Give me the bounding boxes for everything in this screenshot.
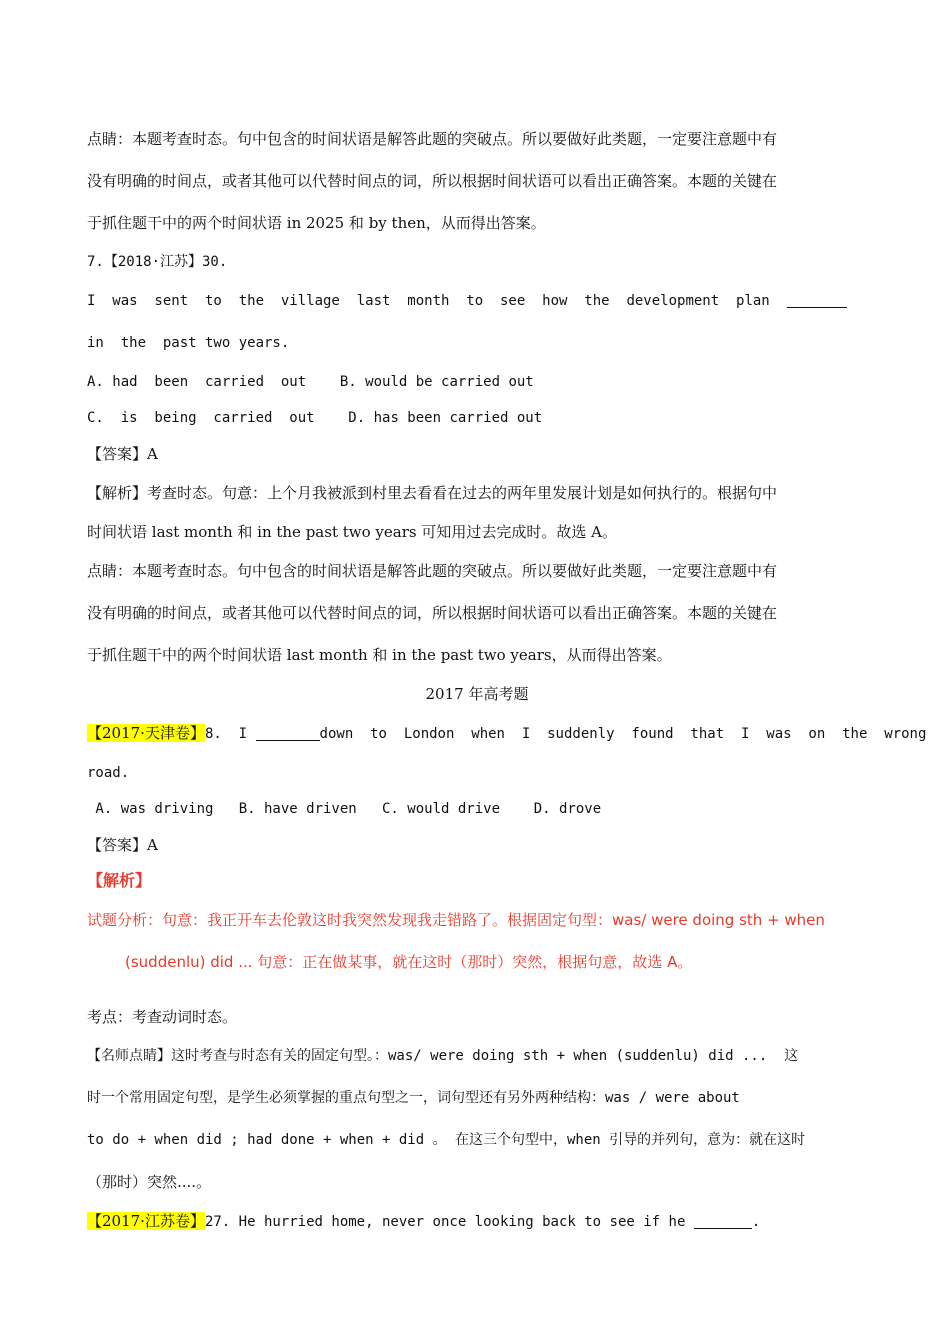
question-7-answer: 【答案】A bbox=[87, 445, 158, 463]
question-7-options-ab bbox=[87, 364, 867, 400]
question-8-tip-line-1: 【名师点睛】这时考查与时态有关的固定句型。：was/ were doing sth + when (suddenlu) did ... 这 bbox=[87, 1048, 799, 1064]
option-a: A. had been carried out bbox=[87, 374, 307, 390]
question-8-stem-line-1 bbox=[87, 712, 927, 755]
answer-blank bbox=[256, 726, 320, 741]
note-line-3: 于抓住题干中的两个时间状语 in 2025 和 by then，从而得出答案。 bbox=[87, 214, 546, 232]
question-7-note-line-2: 没有明确的时间点，或者其他可以代替时间点的词，所以根据时间状语可以看出正确答案。本题的关键在 bbox=[87, 604, 778, 622]
question-7-options-cd bbox=[87, 400, 867, 436]
question-7-analysis-line-1: 【解析】考查时态。句意：上个月我被派到村里去看看在过去的两年里发展计划是如何执行的。根据句中 bbox=[87, 484, 778, 502]
question-8-tip-line-2: 时一个常用固定句型，是学生必须掌握的重点句型之一，词句型还有另外两种结构：was / were about bbox=[87, 1090, 740, 1106]
question-7-stem-line-2: in the past two years. bbox=[87, 335, 290, 351]
spacer bbox=[87, 983, 867, 999]
option-d: D. has been carried out bbox=[348, 410, 543, 426]
question-8-tip-line-4: （那时）突然....。 bbox=[87, 1173, 212, 1191]
question-8-stem-post: down to London when I suddenly found that I was on the wrong bbox=[319, 726, 927, 742]
question-8-analysis-label: 【解析】 bbox=[87, 871, 152, 890]
question-8-answer: 【答案】A bbox=[87, 836, 158, 854]
question-8-options: A. was driving B. have driven C. would drive D. drove bbox=[87, 801, 602, 817]
question-7-note-line-1: 点睛：本题考查时态。句中包含的时间状语是解答此题的突破点。所以要做好此类题，一定要注意题中有 bbox=[87, 562, 778, 580]
answer-blank bbox=[787, 293, 847, 308]
note-line-1: 点睛：本题考查时态。句中包含的时间状语是解答此题的突破点。所以要做好此类题，一定要注意题中有 bbox=[87, 130, 778, 148]
question-8-red-analysis-line-1: 试题分析：句意：我正开车去伦敦这时我突然发现我走错路了。根据固定句型：was/ were doing sth + when bbox=[87, 911, 825, 929]
question-8-source-tag: 【2017·天津卷】 bbox=[87, 724, 205, 742]
question-7-header: 7.【2018·江苏】30. bbox=[87, 254, 228, 270]
answer-blank bbox=[694, 1214, 752, 1229]
question-7-stem-text: I was sent to the village last month to see how the development plan bbox=[87, 293, 770, 309]
question-8-red-analysis-line-2: (suddenlu) did ... 句意：正在做某事，就在这时（那时）突然，根据句意，故选 A。 bbox=[125, 953, 693, 971]
question-7-analysis-line-2: 时间状语 last month 和 in the past two years 可知用过去完成时。故选 A。 bbox=[87, 523, 617, 541]
question-7-note-line-3: 于抓住题干中的两个时间状语 last month 和 in the past two years，从而得出答案。 bbox=[87, 646, 672, 664]
question-8-tip-line-3: to do + when did ; had done + when + did 。 在这三个句型中，when 引导的并列句，意为：就在这时 bbox=[87, 1132, 806, 1148]
note-line-2: 没有明确的时间点，或者其他可以代替时间点的词，所以根据时间状语可以看出正确答案。本题的关键在 bbox=[87, 172, 778, 190]
question-27-stem: 【2017·江苏卷】27. He hurried home, never once looking back to see if he . bbox=[87, 1212, 761, 1230]
option-c: C. is being carried out bbox=[87, 410, 315, 426]
question-7-stem-line-1 bbox=[87, 280, 867, 322]
option-b: B. would be carried out bbox=[339, 374, 534, 390]
question-27-stem-text: 27. He hurried home, never once looking back to see if he bbox=[204, 1214, 686, 1230]
question-8-kaodian: 考点：考查动词时态。 bbox=[87, 1008, 238, 1026]
document-page bbox=[87, 118, 927, 1240]
section-title: 2017 年高考题 bbox=[425, 685, 529, 703]
question-27-source-tag: 【2017·江苏卷】 bbox=[87, 1212, 205, 1230]
question-8-stem-line-2: road. bbox=[87, 765, 130, 781]
question-8-stem-pre: 8. I bbox=[204, 726, 248, 742]
